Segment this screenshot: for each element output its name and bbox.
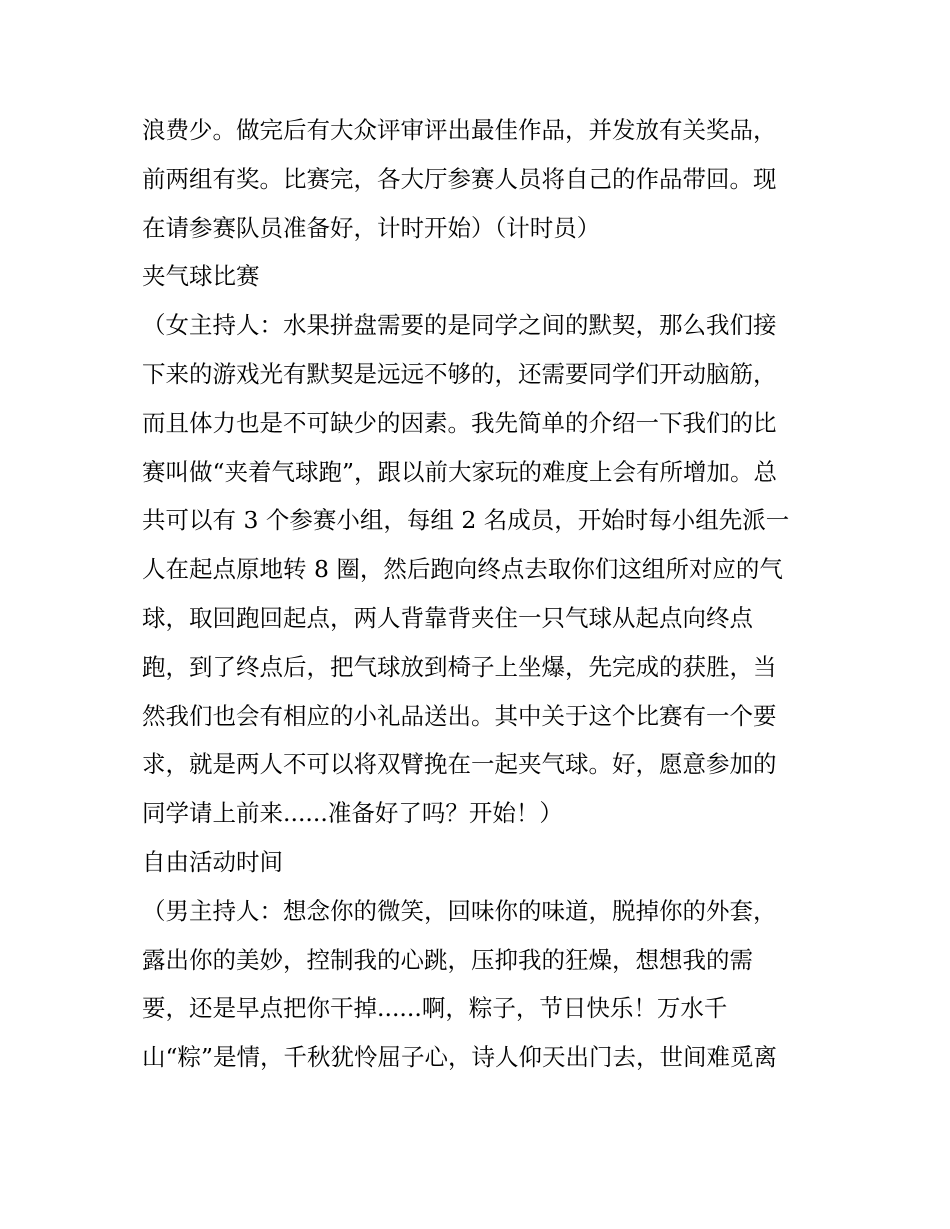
document-body	[142, 106, 822, 1082]
text-line: 同学请上前来......准备好了吗？开始！）	[142, 799, 563, 828]
section-heading: 自由活动时间	[142, 847, 283, 876]
text-line: 赛叫做“夹着气球跑”，跟以前大家玩的难度上会有所增加。总	[142, 457, 778, 486]
text-line: 露出你的美妙，控制我的心跳，压抑我的狂燥，想想我的需	[142, 945, 753, 974]
text-line: 而且体力也是不可缺少的因素。我先简单的介绍一下我们的比	[142, 408, 777, 437]
text-line: 求，就是两人不可以将双臂挽在一起夹气球。好，愿意参加的	[142, 750, 777, 779]
text-line: 浪费少。做完后有大众评审评出最佳作品，并发放有关奖品，	[142, 116, 777, 144]
section-heading: 夹气球比赛	[142, 262, 260, 291]
text-line: （女主持人：水果拼盘需要的是同学之间的默契，那么我们接	[142, 311, 777, 340]
text-line: 前两组有奖。比赛完，各大厅参赛人员将自己的作品带回。现	[142, 164, 777, 193]
text-line: 然我们也会有相应的小礼品送出。其中关于这个比赛有一个要	[142, 701, 777, 730]
text-line: 山“粽”是情，千秋犹怜屈子心，诗人仰天出门去，世间难觅离	[142, 1043, 778, 1072]
text-line: （男主持人：想念你的微笑，回味你的味道，脱掉你的外套，	[142, 896, 777, 925]
text-line: 球，取回跑回起点，两人背靠背夹住一只气球从起点向终点	[142, 603, 753, 632]
text-line: 要，还是早点把你干掉......啊，粽子，节日快乐！万水千	[142, 994, 728, 1023]
text-line: 下来的游戏光有默契是远远不够的，还需要同学们开动脑筋，	[142, 359, 777, 388]
text-line: 跑，到了终点后，把气球放到椅子上坐爆，先完成的获胜，当	[142, 652, 777, 681]
text-line: 共可以有 3 个参赛小组，每组 2 名成员，开始时每小组先派一	[142, 506, 790, 535]
text-line: 在请参赛队员准备好，计时开始）（计时员）	[142, 213, 601, 242]
text-line: 人在起点原地转 8 圈，然后跑向终点去取你们这组所对应的气	[142, 555, 783, 584]
